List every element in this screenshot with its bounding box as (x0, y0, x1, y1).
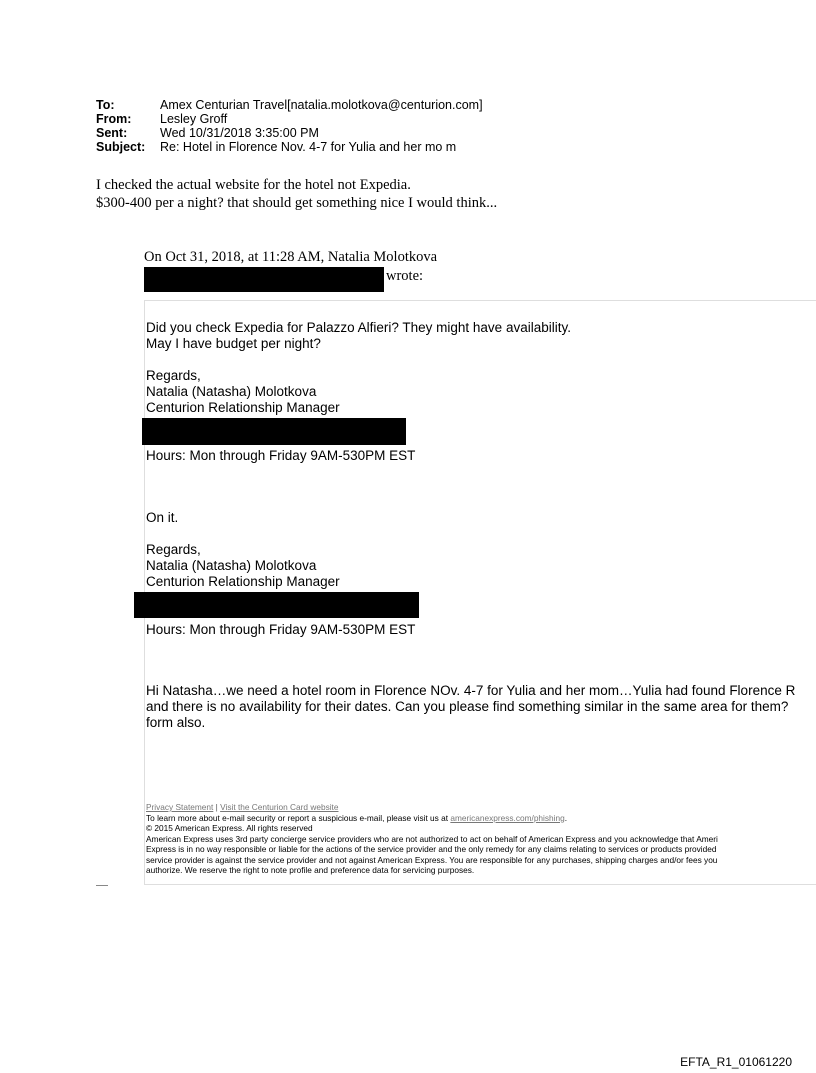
footer-learn-more (146, 813, 718, 824)
learn-more-text: To learn more about e-mail security or report a suspicious e-mail, please visit us at (146, 812, 449, 823)
sent-value: Wed 10/31/2018 3:35:00 PM (160, 126, 319, 140)
subject-label: Subject: (96, 140, 146, 154)
message2-signature-title: Centurion Relationship Manager (146, 574, 340, 589)
footer-links-row (146, 802, 718, 813)
privacy-statement-link[interactable]: Privacy Statement (146, 802, 214, 812)
subject-value: Re: Hotel in Florence Nov. 4-7 for Yulia and her mo m (160, 140, 457, 154)
footer-separator: | (215, 802, 218, 812)
sent-label: Sent: (96, 126, 128, 140)
footer-disclaimer-3: service provider is against the service provider and not against American Express. You are responsible for any purchases, shipping charges and/or fees you (146, 854, 718, 865)
from-row (96, 112, 483, 126)
quote-intro-line-1: On Oct 31, 2018, at 11:28 AM, Natalia Molotkova (144, 249, 438, 265)
to-value: Amex Centurian Travel[natalia.molotkova@centurion.com] (160, 98, 483, 112)
message2-hours: Hours: Mon through Friday 9AM-530PM EST (146, 622, 416, 637)
message3-line-1: Hi Natasha…we need a hotel room in Florence NOv. 4-7 for Yulia and her mom…Yulia had found Florence R (146, 683, 796, 698)
message1-signature-name: Natalia (Natasha) Molotkova (146, 384, 317, 399)
from-value: Lesley Groff (160, 112, 228, 126)
message1-signature-title: Centurion Relationship Manager (146, 400, 340, 415)
to-label: To: (96, 98, 115, 112)
message2-line-1: On it. (146, 510, 179, 525)
footer-disclaimer-2: Express is in no way responsible or liable for the actions of the service provider and the only remedy for any claims relating to services or products provided (146, 844, 717, 854)
to-row (96, 98, 483, 112)
message1-line-1: Did you check Expedia for Palazzo Alfieri? They might have availability. (146, 320, 571, 335)
message3-line-2: and there is no availability for their dates. Can you please find something similar in the same area for them? (146, 699, 789, 714)
footer-copyright: © 2015 American Express. All rights reserved (146, 823, 313, 833)
email-header (96, 98, 483, 154)
phishing-link[interactable]: americanexpress.com/phishing (450, 812, 565, 823)
subject-row (96, 140, 483, 154)
email-body (96, 176, 497, 212)
from-label: From: (96, 112, 132, 126)
learn-more-period: . (564, 812, 568, 823)
footer-disclaimer-1: American Express uses 3rd party concierge service providers who are not authorized to act on behalf of American Express and you acknowledge that Ameri (146, 833, 718, 844)
redaction-block (142, 418, 406, 445)
message2-signature-name: Natalia (Natasha) Molotkova (146, 558, 317, 573)
message2-regards: Regards, (146, 542, 201, 557)
body-line-1: I checked the actual website for the hotel not Expedia. (96, 177, 411, 193)
message3-line-3: form also. (146, 715, 206, 730)
divider (96, 885, 108, 886)
amex-footer (146, 802, 718, 876)
message1-regards: Regards, (146, 368, 201, 383)
message1-hours: Hours: Mon through Friday 9AM-530PM EST (146, 448, 416, 463)
redaction-block (134, 592, 419, 618)
footer-disclaimer-4: authorize. We reserve the right to note profile and preference data for servicing purposes. (146, 865, 475, 875)
body-line-2: $300-400 per a night? that should get something nice I would think... (96, 195, 498, 211)
sent-row (96, 126, 483, 140)
document-id: EFTA_R1_01061220 (680, 1055, 792, 1069)
centurion-website-link[interactable]: Visit the Centurion Card website (220, 802, 339, 812)
quote-intro-line-2: wrote: (386, 268, 424, 284)
redaction-block (144, 267, 384, 292)
message1-line-2: May I have budget per night? (146, 336, 321, 351)
